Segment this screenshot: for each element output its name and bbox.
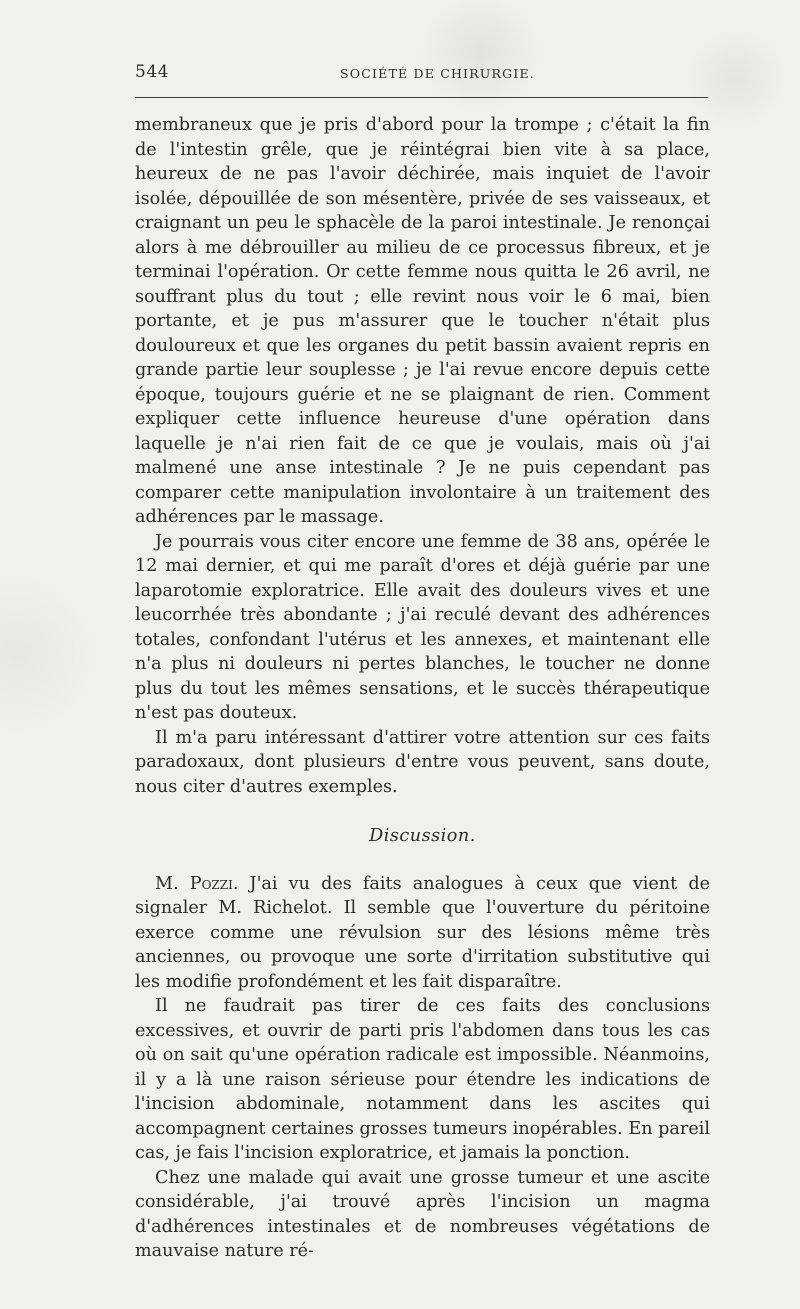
page-header [135, 60, 710, 90]
paragraph-continuation: membraneux que je pris d'abord pour la trompe ; c'était la fin de l'intestin grêle, que je réintégrai bien vite à sa place, heureux de ne pas l'avoir déchirée, mais inquiet de l'avoir isolée, dépouillée de son mésentère, privée de ses vaisseaux, et craignant un peu le sphacèle de la paroi intestinale. Je renonçai alors à me débrouiller au milieu de ce processus fibreux, et je terminai l'opération. Or cette femme nous quitta le 26 avril, ne souffrant plus du tout ; elle revint nous voir le 6 mai, bien portante, et je pus m'assurer que le toucher n'était plus douloureux et que les organes du petit bassin avaient repris en grande partie leur souplesse ; je l'ai revue encore depuis cette époque, toujours guérie et ne se plaignant de rien. Comment expliquer cette influence heureuse d'une opération dans laquelle je n'ai rien fait de ce que je voulais, mais où j'ai malmené une anse intestinale ? Je ne puis cependant pas comparer cette manipulation involontaire à un traitement des adhérences par le massage. [135, 115, 710, 527]
speaker-prefix: M. [155, 873, 190, 894]
running-title: SOCIÉTÉ DE CHIRURGIE. [340, 66, 535, 81]
speaker-text: . J'ai vu des faits analogues à ceux que vient de signaler M. Richelot. Il semble que l'ouverture du péritoine exerce comme une révulsion sur des lésions même très anciennes, ou provoque une sorte d'irritation substitutive qui les modifie profondément et les fait disparaître. [135, 873, 710, 992]
speaker-paragraph [135, 872, 710, 995]
header-rule [135, 97, 708, 98]
paragraph: Chez une malade qui avait une grosse tumeur et une ascite considérable, j'ai trouvé après l'incision un magma d'adhérences intestinales et de nombreuses végétations de mauvaise nature ré- [135, 1167, 710, 1261]
paragraph: Je pourrais vous citer encore une femme de 38 ans, opérée le 12 mai dernier, et qui me paraît d'ores et déjà guérie par une laparotomie exploratrice. Elle avait des douleurs vives et une leucorrhée très abondante ; j'ai reculé devant des adhérences totales, confondant l'utérus et les annexes, et maintenant elle n'a plus ni douleurs ni pertes blanches, le toucher ne donne plus du tout les mêmes sensations, et le succès thérapeutique n'est pas douteux. [135, 531, 710, 723]
page-number: 544 [135, 62, 169, 82]
paragraph: Il m'a paru intéressant d'attirer votre attention sur ces faits paradoxaux, dont plusieurs d'entre vous peuvent, sans doute, nous citer d'autres exemples. [135, 727, 710, 797]
body-text [135, 113, 710, 1264]
section-heading: Discussion. [369, 826, 476, 846]
speaker-name: Pozzi [189, 873, 233, 894]
paragraph: Il ne faudrait pas tirer de ces faits des conclusions excessives, et ouvrir de parti pris l'abdomen dans tous les cas où on sait qu'une opération radicale est impossible. Néanmoins, il y a là une raison sérieuse pour étendre les indications de l'incision abdominale, notamment dans les ascites qui accompagnent certaines grosses tumeurs inopérables. En pareil cas, je fais l'incision exploratrice, et jamais la ponction. [135, 996, 710, 1163]
